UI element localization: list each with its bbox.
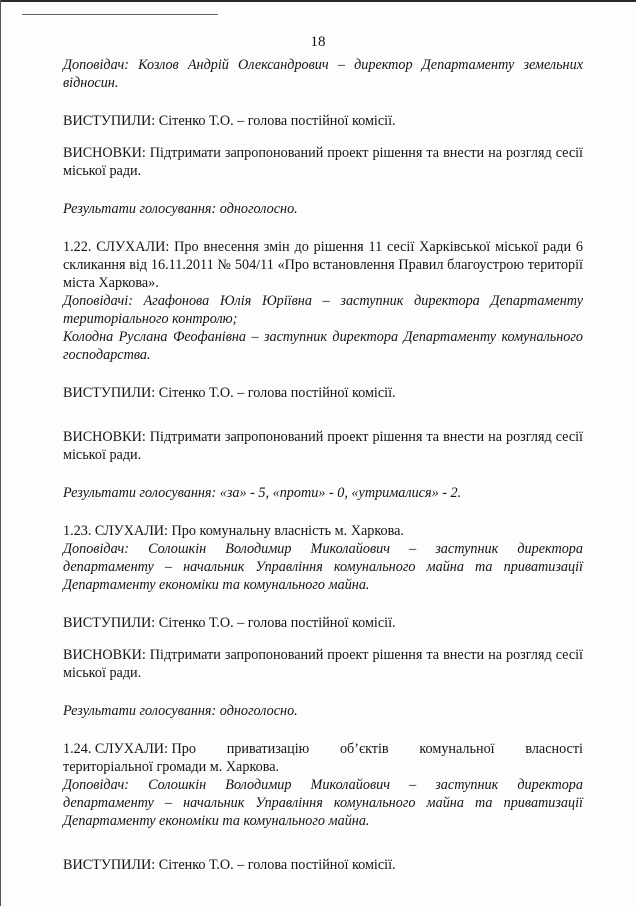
conclusions-paragraph: ВИСНОВКИ: Підтримати запропонований проект рішення та внести на розгляд сесії міської ради. — [63, 647, 583, 681]
conclusions-paragraph: ВИСНОВКИ: Підтримати запропонований проект рішення та внести на розгляд сесії міської ради. — [63, 429, 583, 463]
word: 1.24. СЛУХАЛИ: Про — [63, 741, 196, 757]
agenda-item-1-23: 1.23. СЛУХАЛИ: Про комунальну власність м. Харкова. — [63, 523, 404, 539]
speakers-paragraph-2: Колодна Руслана Феофанівна – заступник директора Департаменту комунального господарства. — [63, 329, 583, 363]
agenda-item-1-24-line — [63, 740, 583, 758]
word: комунальної — [419, 741, 495, 757]
scan-edge-left — [0, 0, 1, 906]
document-body — [63, 56, 583, 874]
speeches-paragraph: ВИСТУПИЛИ: Сітенко Т.О. – голова постійної комісії. — [63, 615, 396, 631]
conclusions-paragraph: ВИСНОВКИ: Підтримати запропонований проект рішення та внести на розгляд сесії міської ради. — [63, 145, 583, 179]
word: власності — [525, 741, 583, 757]
scan-mark — [22, 14, 218, 15]
speeches-paragraph: ВИСТУПИЛИ: Сітенко Т.О. – голова постійної комісії. — [63, 857, 396, 873]
word: приватизацію — [226, 741, 310, 757]
page-number: 18 — [310, 34, 326, 50]
speaker-paragraph: Доповідач: Козлов Андрій Олександрович – директор Департаменту земельних відносин. — [63, 57, 583, 91]
scan-edge-top — [0, 0, 636, 2]
voting-results: Результати голосування: одноголосно. — [63, 703, 298, 719]
speaker-paragraph: Доповідач: Солошкін Володимир Миколайович – заступник директора департаменту – начальник Управління комунального майна та приватизації Департаменту економіки та комунального майна. — [63, 541, 583, 593]
word: об’єктів — [339, 741, 389, 757]
speeches-paragraph: ВИСТУПИЛИ: Сітенко Т.О. – голова постійної комісії. — [63, 113, 396, 129]
speaker-paragraph: Доповідач: Солошкін Володимир Миколайович – заступник директора департаменту – начальник Управління комунального майна та приватизації Департаменту економіки та комунального майна. — [63, 777, 583, 829]
speakers-paragraph: Доповідачі: Агафонова Юлія Юріївна – заступник директора Департаменту територіального контролю; — [63, 293, 583, 327]
agenda-item-1-24-cont: територіальної громади м. Харкова. — [63, 759, 280, 775]
voting-results: Результати голосування: одноголосно. — [63, 201, 298, 217]
speeches-paragraph: ВИСТУПИЛИ: Сітенко Т.О. – голова постійної комісії. — [63, 385, 396, 401]
agenda-item-1-22: 1.22. СЛУХАЛИ: Про внесення змін до рішення 11 сесії Харківської міської ради 6 скликання від 16.11.2011 № 504/11 «Про встановлення Правил благоустрою території міста Харкова». — [63, 239, 583, 291]
voting-results: Результати голосування: «за» - 5, «проти» - 0, «утрималися» - 2. — [63, 485, 462, 501]
